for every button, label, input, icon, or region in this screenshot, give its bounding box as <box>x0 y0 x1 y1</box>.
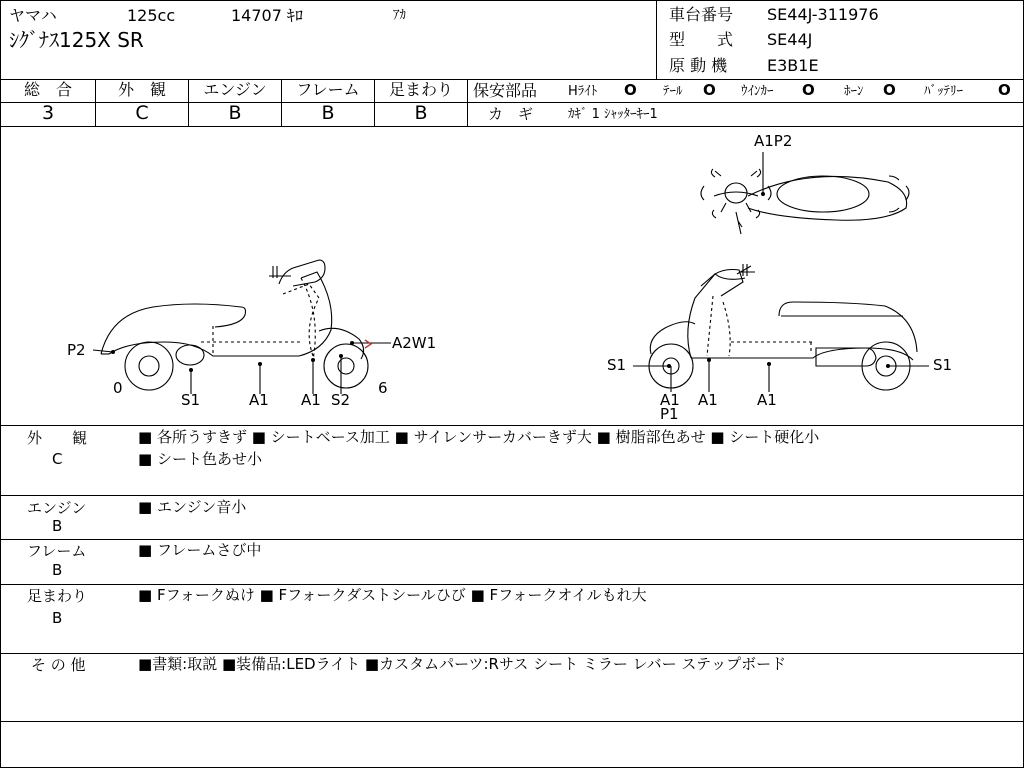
detail-divider <box>1 721 1023 722</box>
grade-exterior-value: C <box>135 102 149 124</box>
detail-text: ■ フレームさび中 <box>138 541 262 559</box>
diagram-label-a1-wheel: A1 <box>660 391 680 409</box>
detail-label: 足まわり <box>27 587 88 605</box>
detail-row-engine <box>1 495 1023 539</box>
detail-row-exterior <box>1 425 1023 495</box>
diagram-label-zero: 0 <box>113 379 123 397</box>
displacement: 125cc <box>127 6 176 25</box>
detail-text: ■ シート色あせ小 <box>138 450 262 468</box>
key-value: ｶｷﾞ 1 ｼｬｯﾀｰｷｰ1 <box>568 107 658 122</box>
diagram-label-top: A1P2 <box>754 132 793 150</box>
grade-col-line <box>467 79 468 126</box>
frame-number-label: 車台番号 <box>669 5 734 24</box>
diagram-label-a1-mid: A1 <box>698 391 718 409</box>
grade-total-value: 3 <box>41 102 55 124</box>
grade-suspension-value: B <box>414 102 428 124</box>
detail-text: ■ Fフォークぬけ ■ Fフォークダストシールひび ■ Fフォークオイルもれ大 <box>138 586 647 604</box>
diagram-label-s1-left: S1 <box>607 356 627 374</box>
diagram-label-s1-right: S1 <box>933 356 953 374</box>
detail-label: フレーム <box>27 542 87 560</box>
detail-text: ■ エンジン音小 <box>138 498 247 516</box>
safety-taillight-mark: O <box>703 81 716 99</box>
engine-type-label: 原 動 機 <box>669 56 728 75</box>
grade-exterior-label: 外 観 <box>117 80 167 99</box>
diagram-label-a1-body: A1 <box>757 391 777 409</box>
diagram-label-p2: P2 <box>67 341 86 359</box>
grade-total-label: 総 合 <box>23 80 73 99</box>
detail-label: 外 観 <box>27 429 88 447</box>
detail-label: そ の 他 <box>31 656 86 674</box>
grade-frame-label: フレーム <box>296 80 360 99</box>
detail-text: ■ 各所うすきず ■ シートベース加工 ■ サイレンサーカバーきず大 ■ 樹脂部色あせ ■ シート硬化小 <box>138 428 820 446</box>
model-name: ｼｸﾞﾅｽ125X SR <box>9 28 144 52</box>
mileage: 14707 ｷﾛ <box>231 6 303 25</box>
leader-line <box>93 350 113 352</box>
safety-winker: ｳｲﾝｶｰ <box>741 84 774 99</box>
diagram-label-p1: P1 <box>660 405 679 423</box>
diagram-label-s1: S1 <box>181 391 201 409</box>
detail-row-other <box>1 653 1023 721</box>
grade-engine-label: エンジン <box>203 80 267 99</box>
safety-mid-line <box>468 102 1023 103</box>
grade-frame-value: B <box>321 102 335 124</box>
safety-headlight-mark: O <box>624 81 637 99</box>
safety-horn: ﾎｰﾝ <box>844 84 864 99</box>
maker: ヤマハ <box>9 6 57 25</box>
grade-col-line <box>281 79 282 126</box>
frame-number-value: SE44J-311976 <box>767 5 879 24</box>
model-type-value: SE44J <box>767 30 813 49</box>
grade-col-line <box>374 79 375 126</box>
safety-horn-mark: O <box>883 81 896 99</box>
safety-taillight: ﾃｰﾙ <box>663 84 683 99</box>
diagram-label-six: 6 <box>378 379 388 397</box>
diagram-label-s2: S2 <box>331 391 351 409</box>
key-label: カ ギ <box>488 105 534 123</box>
grade-suspension-label: 足まわり <box>388 80 454 99</box>
detail-label: エンジン <box>27 499 87 517</box>
right-side-view-scooter-icon <box>649 264 917 390</box>
red-arrow-icon <box>365 340 371 348</box>
engine-type-value: E3B1E <box>767 56 819 75</box>
safety-parts-label: 保安部品 <box>473 81 538 100</box>
color: ｱｶ <box>393 8 406 23</box>
diagram-label-a1b: A1 <box>301 391 321 409</box>
detail-row-suspension <box>1 584 1023 653</box>
safety-winker-mark: O <box>802 81 815 99</box>
safety-battery-mark: O <box>998 81 1011 99</box>
detail-grade: B <box>52 561 63 579</box>
detail-text: ■書類:取説 ■装備品:LEDライト ■カスタムパーツ:Rサス シート ミラー レバー ステップボード <box>138 655 787 673</box>
safety-battery: ﾊﾞｯﾃﾘｰ <box>924 84 963 99</box>
top-view-scooter-icon <box>701 152 909 234</box>
detail-row-frame <box>1 539 1023 584</box>
detail-grade: C <box>52 450 63 468</box>
diagram-label-a1: A1 <box>249 391 269 409</box>
model-type-label: 型 式 <box>669 30 734 49</box>
safety-headlight: Hﾗｲﾄ <box>568 84 598 99</box>
grade-col-line <box>188 79 189 126</box>
detail-grade: B <box>52 517 63 535</box>
diagram-label-a2w1: A2W1 <box>392 334 437 352</box>
header-divider <box>656 1 657 79</box>
grade-col-line <box>95 79 96 126</box>
left-side-view-scooter-icon <box>101 260 368 390</box>
grade-engine-value: B <box>228 102 242 124</box>
condition-diagram <box>1 126 1023 426</box>
detail-grade: B <box>52 609 63 627</box>
